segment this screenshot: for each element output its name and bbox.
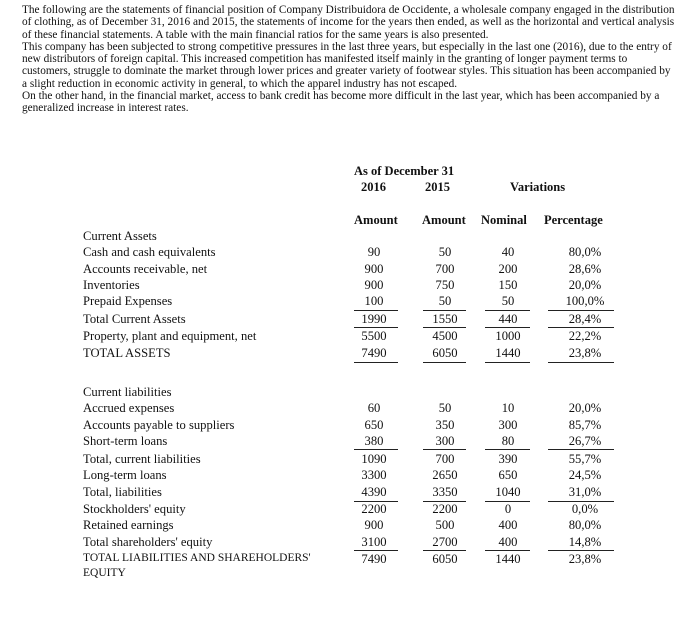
cell-2016: 3300 xyxy=(361,468,387,482)
cell-percentage: 14,8% xyxy=(568,535,602,549)
row-label-continued: EQUITY xyxy=(83,567,126,579)
cell-2016: 5500 xyxy=(361,329,387,343)
cell-percentage: 100,0% xyxy=(565,294,605,308)
cell-2015: 6050 xyxy=(432,346,458,360)
year-2016-header: 2016 xyxy=(361,180,386,194)
cell-nominal: 80 xyxy=(501,434,515,448)
total-underline xyxy=(354,449,398,450)
cell-nominal: 300 xyxy=(498,418,518,432)
cell-nominal: 10 xyxy=(501,401,515,415)
total-underline xyxy=(354,327,398,328)
total-underline xyxy=(354,310,398,311)
total-underline xyxy=(354,550,398,551)
cell-2016: 7490 xyxy=(361,346,387,360)
cell-nominal: 1440 xyxy=(495,552,521,566)
total-underline xyxy=(354,362,398,363)
cell-2015: 50 xyxy=(438,401,452,415)
cell-2015: 500 xyxy=(435,518,455,532)
cell-2015: 1550 xyxy=(432,312,458,326)
cell-2016: 3100 xyxy=(361,535,387,549)
cell-nominal: 1000 xyxy=(495,329,521,343)
intro-text xyxy=(22,4,677,115)
cell-nominal: 150 xyxy=(498,278,518,292)
cell-2016: 7490 xyxy=(361,552,387,566)
row-label: Stockholders' equity xyxy=(83,502,186,516)
cell-nominal: 440 xyxy=(498,312,518,326)
total-underline xyxy=(485,362,530,363)
total-underline xyxy=(485,310,530,311)
cell-2015: 700 xyxy=(435,452,455,466)
cell-2016: 1990 xyxy=(361,312,387,326)
row-label: TOTAL ASSETS xyxy=(83,346,171,360)
cell-2015: 50 xyxy=(438,294,452,308)
row-label: Total shareholders' equity xyxy=(83,535,213,549)
cell-nominal: 0 xyxy=(504,502,512,516)
cell-percentage: 55,7% xyxy=(568,452,602,466)
intro-paragraph-2: This company has been subjected to strong competitive pressures in the last three years, but especially in the last one (2016), due to the entry of new distributors of foreign capital. This increased competition has manifested itself mainly in the granting of longer payment terms to customers, struggle to dominate the market through lower prices and greater variety of footwear styles. This situation has been accompanied by a slight reduction in economic activity in general, to which the apparel industry has not escaped. xyxy=(22,40,672,90)
total-underline xyxy=(548,327,614,328)
cell-percentage: 80,0% xyxy=(568,245,602,259)
cell-2015: 3350 xyxy=(432,485,458,499)
cell-2015: 50 xyxy=(438,245,452,259)
intro-paragraph-3: On the other hand, in the financial market, access to bank credit has become more difficult in the last year, which has been accompanied by a generalized increase in interest rates. xyxy=(22,90,660,115)
total-underline xyxy=(548,550,614,551)
cell-2015: 300 xyxy=(435,434,455,448)
cell-percentage: 22,2% xyxy=(568,329,602,343)
current-liabilities-header: Current liabilities xyxy=(83,385,172,399)
year-2015-header: 2015 xyxy=(425,180,450,194)
cell-percentage: 23,8% xyxy=(568,346,602,360)
total-underline xyxy=(423,550,466,551)
cell-percentage: 24,5% xyxy=(568,468,602,482)
row-label: Retained earnings xyxy=(83,518,174,532)
row-label: Accrued expenses xyxy=(83,401,175,415)
row-label: Total, liabilities xyxy=(83,485,162,499)
cell-2016: 650 xyxy=(364,418,384,432)
cell-percentage: 28,4% xyxy=(568,312,602,326)
cell-2016: 2200 xyxy=(361,502,387,516)
cell-percentage: 26,7% xyxy=(568,434,602,448)
cell-2016: 90 xyxy=(367,245,381,259)
current-assets-header: Current Assets xyxy=(83,229,157,243)
intro-paragraph-1: The following are the statements of financial position of Company Distribuidora de Occidente, a wholesale company engaged in the distribution of clothing, as of December 31, 2016 and 2015, the statements of income for the years then ended, as well as the horizontal and vertical analysis of these financial statements. A table with the main financial ratios for the same years is also presented. xyxy=(22,4,675,41)
row-label: Prepaid Expenses xyxy=(83,294,173,308)
cell-2015: 2700 xyxy=(432,535,458,549)
cell-percentage: 85,7% xyxy=(568,418,602,432)
total-underline xyxy=(423,362,466,363)
cell-2015: 4500 xyxy=(432,329,458,343)
cell-percentage: 28,6% xyxy=(568,262,602,276)
row-label: Accounts receivable, net xyxy=(83,262,208,276)
total-underline xyxy=(423,310,466,311)
total-underline xyxy=(548,449,614,450)
cell-2016: 380 xyxy=(364,434,384,448)
cell-percentage: 80,0% xyxy=(568,518,602,532)
total-underline xyxy=(548,310,614,311)
cell-nominal: 50 xyxy=(501,294,515,308)
cell-2015: 6050 xyxy=(432,552,458,566)
cell-2016: 900 xyxy=(364,262,384,276)
cell-percentage: 31,0% xyxy=(568,485,602,499)
total-underline xyxy=(423,327,466,328)
cell-2015: 750 xyxy=(435,278,455,292)
total-underline xyxy=(485,550,530,551)
as-of-header: As of December 31 xyxy=(354,164,455,178)
cell-percentage: 0,0% xyxy=(571,502,599,516)
row-label: Total Current Assets xyxy=(83,312,186,326)
row-label: Total, current liabilities xyxy=(83,452,201,466)
total-underline xyxy=(548,362,614,363)
cell-nominal: 200 xyxy=(498,262,518,276)
variations-header: Variations xyxy=(510,180,566,194)
row-label: Property, plant and equipment, net xyxy=(83,329,257,343)
cell-2016: 900 xyxy=(364,278,384,292)
total-underline xyxy=(485,327,530,328)
cell-percentage: 20,0% xyxy=(568,278,602,292)
cell-2015: 2200 xyxy=(432,502,458,516)
nominal-header: Nominal xyxy=(481,213,527,227)
cell-2015: 350 xyxy=(435,418,455,432)
cell-nominal: 390 xyxy=(498,452,518,466)
cell-nominal: 650 xyxy=(498,468,518,482)
cell-2016: 900 xyxy=(364,518,384,532)
cell-2015: 2650 xyxy=(432,468,458,482)
row-label: Inventories xyxy=(83,278,140,292)
cell-nominal: 400 xyxy=(498,535,518,549)
cell-2016: 4390 xyxy=(361,485,387,499)
cell-nominal: 1440 xyxy=(495,346,521,360)
row-label: Cash and cash equivalents xyxy=(83,245,216,259)
total-underline xyxy=(423,449,466,450)
amount-2016-header: Amount xyxy=(354,213,398,227)
row-label: TOTAL LIABILITIES AND SHAREHOLDERS' xyxy=(83,552,311,564)
cell-nominal: 40 xyxy=(501,245,515,259)
amount-2015-header: Amount xyxy=(422,213,466,227)
cell-2016: 60 xyxy=(367,401,381,415)
cell-2016: 100 xyxy=(364,294,384,308)
cell-nominal: 1040 xyxy=(495,485,521,499)
percentage-header: Percentage xyxy=(544,213,603,227)
row-label: Long-term loans xyxy=(83,468,167,482)
cell-2016: 1090 xyxy=(361,452,387,466)
row-label: Short-term loans xyxy=(83,434,168,448)
cell-percentage: 20,0% xyxy=(568,401,602,415)
row-label: Accounts payable to suppliers xyxy=(83,418,235,432)
cell-2015: 700 xyxy=(435,262,455,276)
total-underline xyxy=(485,449,530,450)
cell-nominal: 400 xyxy=(498,518,518,532)
cell-percentage: 23,8% xyxy=(568,552,602,566)
